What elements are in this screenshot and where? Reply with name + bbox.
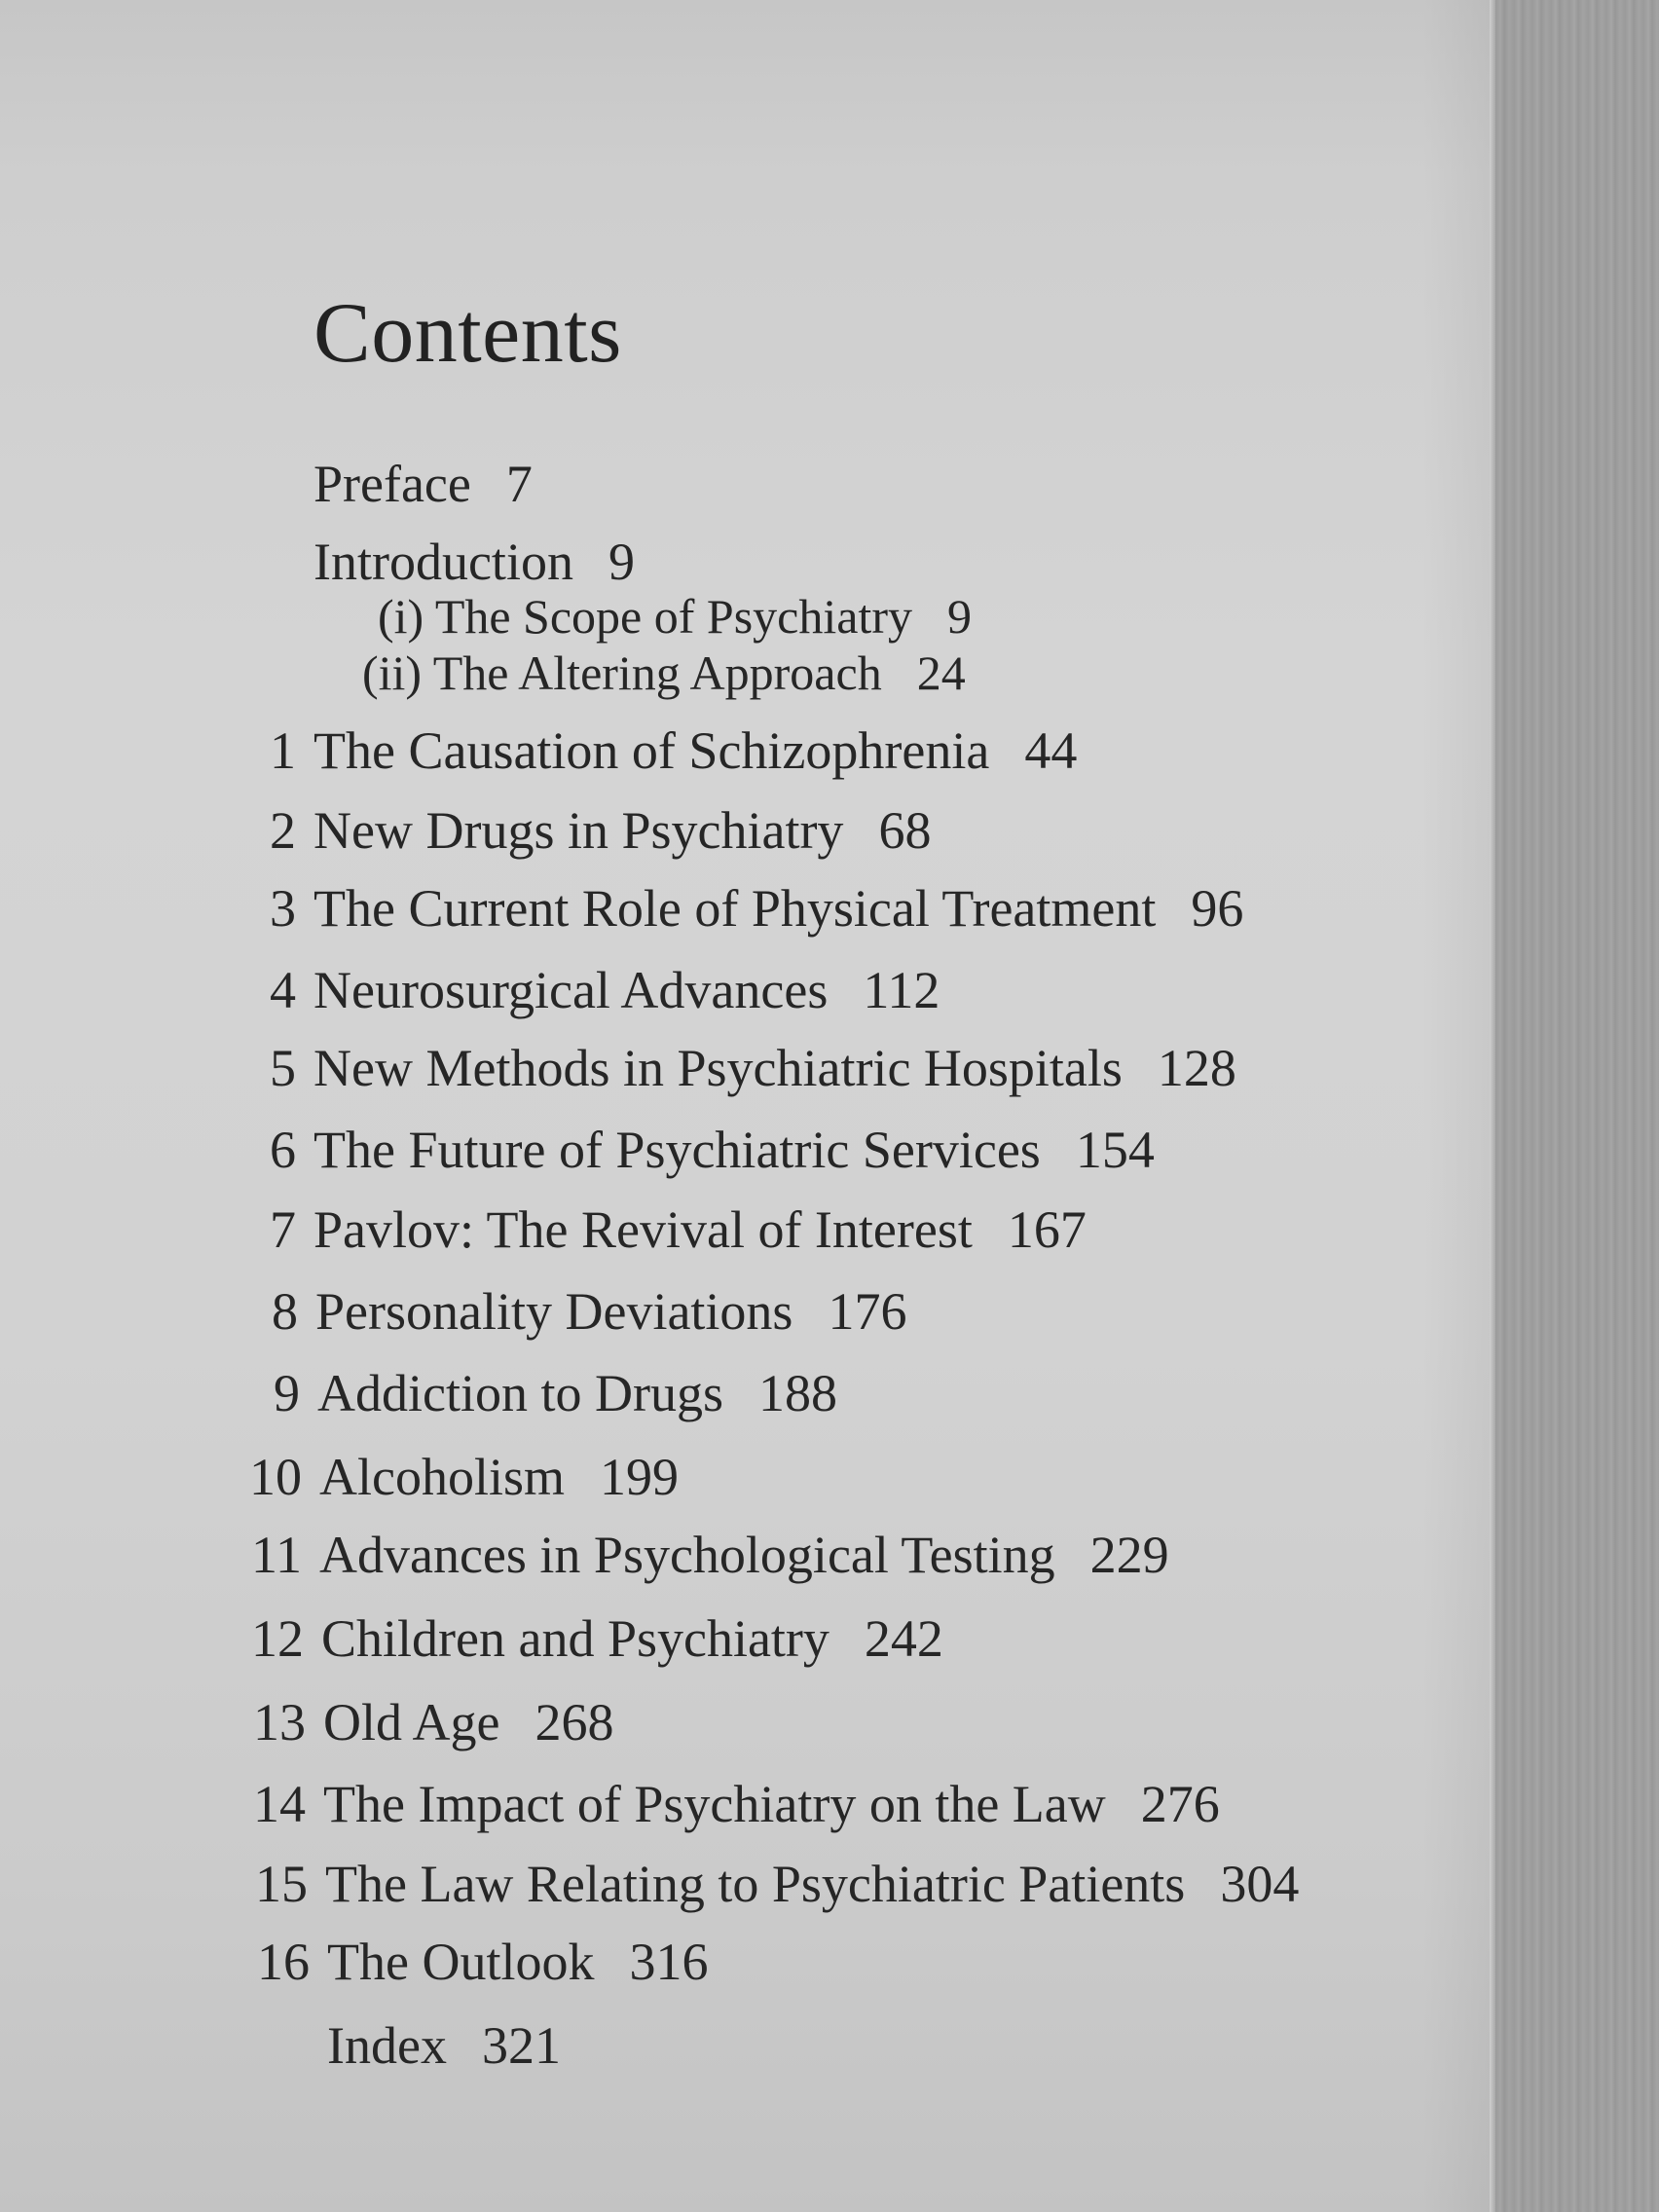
entry-page: 7	[505, 455, 533, 513]
toc-entry-chapter	[270, 960, 940, 1020]
entry-page: 242	[864, 1609, 943, 1668]
toc-entry-index	[327, 2015, 561, 2076]
entry-title: Advances in Psychological Testing	[319, 1526, 1055, 1584]
entry-title: The Future of Psychiatric Services	[313, 1121, 1041, 1179]
entry-title: Alcoholism	[319, 1448, 565, 1506]
toc-subentry-approach	[362, 645, 966, 701]
entry-page: 68	[878, 801, 932, 860]
entry-label: (i)	[378, 589, 424, 644]
toc-entry-chapter	[270, 1120, 1155, 1180]
chapter-number: 12	[251, 1609, 304, 1668]
toc-entry-chapter	[255, 1854, 1300, 1914]
toc-entry-chapter	[270, 800, 932, 861]
toc-entry-chapter	[270, 1038, 1236, 1098]
entry-title: Pavlov: The Revival of Interest	[313, 1200, 973, 1259]
entry-title: The Current Role of Physical Treatment	[313, 879, 1157, 938]
entry-page: 112	[863, 961, 940, 1019]
toc-entry-chapter	[274, 1363, 837, 1423]
entry-page: 268	[535, 1693, 614, 1751]
chapter-number: 5	[270, 1039, 296, 1097]
entry-title: New Drugs in Psychiatry	[313, 801, 844, 860]
entry-title: Introduction	[313, 533, 573, 591]
entry-title: The Outlook	[327, 1933, 595, 1991]
entry-page: 128	[1157, 1039, 1236, 1097]
entry-title: New Methods in Psychiatric Hospitals	[313, 1039, 1123, 1097]
entry-page: 9	[608, 533, 635, 591]
entry-page: 316	[629, 1933, 709, 1991]
toc-subentry-scope	[378, 588, 972, 645]
chapter-number: 11	[251, 1526, 302, 1584]
entry-title: Neurosurgical Advances	[313, 961, 829, 1019]
chapter-number: 4	[270, 961, 296, 1019]
chapter-number: 9	[274, 1364, 300, 1422]
entry-title: Preface	[313, 455, 471, 513]
chapter-number: 7	[270, 1200, 296, 1259]
entry-title: The Altering Approach	[432, 645, 882, 700]
entry-page: 229	[1089, 1526, 1169, 1584]
chapter-number: 6	[270, 1121, 296, 1179]
toc-entry-preface	[313, 454, 533, 514]
chapter-number: 3	[270, 879, 296, 938]
entry-page: 167	[1007, 1200, 1087, 1259]
entry-page: 276	[1140, 1775, 1220, 1833]
toc-entry-chapter	[257, 1932, 709, 1992]
chapter-number: 2	[270, 801, 296, 860]
entry-page: 154	[1075, 1121, 1155, 1179]
toc-entry-chapter	[270, 878, 1244, 939]
entry-page: 96	[1191, 879, 1244, 938]
entry-title: Children and Psychiatry	[321, 1609, 830, 1668]
chapter-number: 13	[253, 1693, 306, 1751]
entry-page: 9	[946, 589, 972, 644]
entry-page: 321	[481, 2016, 561, 2075]
toc-entry-introduction	[313, 532, 635, 592]
entry-title: The Impact of Psychiatry on the Law	[323, 1775, 1106, 1833]
toc-entry-chapter	[270, 1199, 1087, 1260]
entry-title: The Scope of Psychiatry	[434, 589, 912, 644]
toc-entry-chapter	[253, 1774, 1220, 1834]
page-title: Contents	[313, 286, 622, 381]
chapter-number: 10	[249, 1448, 302, 1506]
entry-page: 304	[1220, 1855, 1300, 1913]
chapter-number: 1	[270, 721, 296, 780]
entry-title: Addiction to Drugs	[317, 1364, 723, 1422]
chapter-number: 16	[257, 1933, 310, 1991]
entry-title: Old Age	[323, 1693, 500, 1751]
toc-entry-chapter	[270, 720, 1078, 781]
toc-entry-chapter	[249, 1447, 679, 1507]
entry-page: 199	[600, 1448, 679, 1506]
entry-page: 188	[757, 1364, 837, 1422]
entry-title: The Causation of Schizophrenia	[313, 721, 990, 780]
entry-label: (ii)	[362, 645, 423, 700]
toc-entry-chapter	[253, 1692, 614, 1752]
toc-entry-chapter	[251, 1608, 943, 1669]
entry-page: 24	[916, 645, 966, 700]
book-fore-edge	[1495, 0, 1659, 2212]
entry-title: The Law Relating to Psychiatric Patients	[325, 1855, 1186, 1913]
entry-title: Index	[327, 2016, 447, 2075]
chapter-number: 8	[272, 1282, 298, 1341]
chapter-number: 14	[253, 1775, 306, 1833]
entry-page: 44	[1024, 721, 1078, 780]
toc-entry-chapter	[272, 1281, 907, 1342]
entry-page: 176	[828, 1282, 907, 1341]
entry-title: Personality Deviations	[315, 1282, 793, 1341]
toc-entry-chapter	[251, 1525, 1169, 1585]
chapter-number: 15	[255, 1855, 308, 1913]
